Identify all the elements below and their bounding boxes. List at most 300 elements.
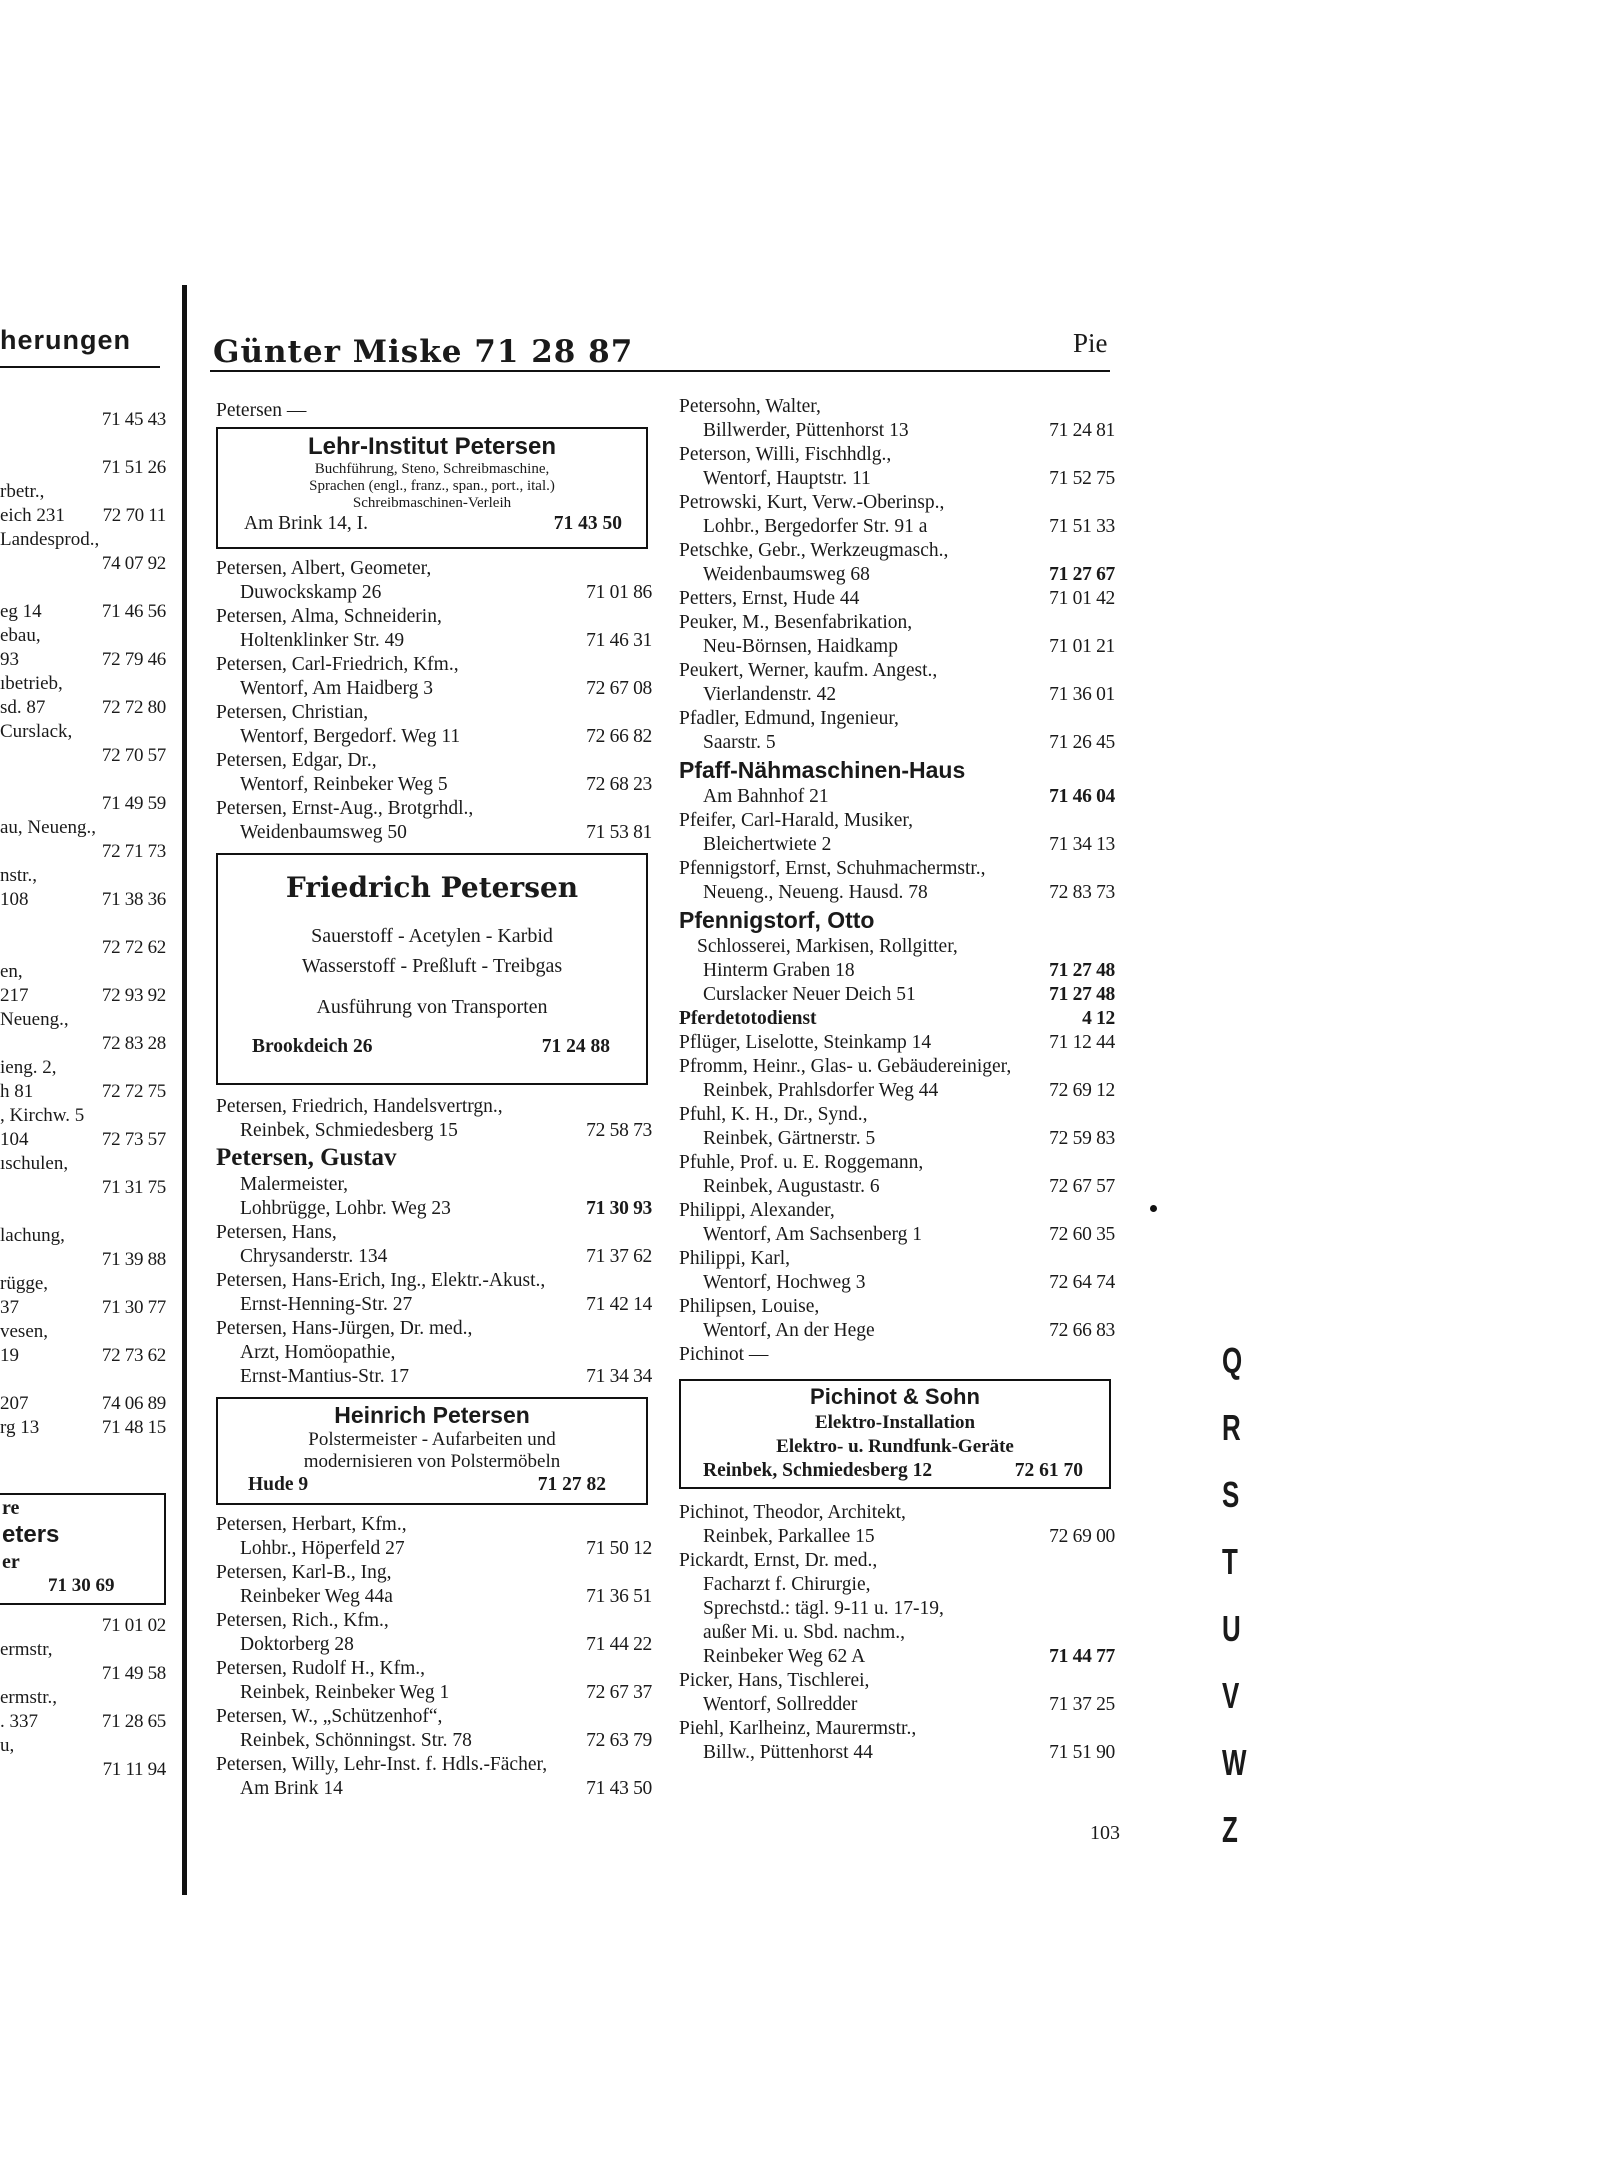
entry-line <box>679 563 1115 587</box>
entry-line <box>679 587 1115 611</box>
entry-phone: 71 01 02 <box>101 1615 166 1636</box>
entry-phone: 71 45 43 <box>101 409 166 430</box>
entry-line <box>0 456 166 480</box>
entry-line <box>679 1525 1115 1549</box>
entry-pfennigstorf-otto <box>679 905 1115 1007</box>
entry-text: Lohbr., Höperfeld 27 <box>240 1538 405 1559</box>
entry-line <box>679 1501 1115 1525</box>
entry-phone: 71 37 62 <box>586 1246 652 1267</box>
register-tab-r[interactable]: R <box>1222 1407 1241 1448</box>
entry-line <box>216 1753 652 1777</box>
ad-line: Schreibmaschinen-Verleih <box>352 495 512 511</box>
entry-phone: 72 83 73 <box>1049 882 1115 903</box>
entry-phone: 71 31 75 <box>101 1177 166 1198</box>
entries-list <box>679 1007 1115 1367</box>
entry-phone: 71 46 56 <box>101 601 166 622</box>
entry-phone: 72 60 35 <box>1049 1224 1115 1245</box>
entry-line <box>0 1128 166 1152</box>
entry-phone: 72 69 12 <box>1049 1080 1115 1101</box>
ad-box-heinrich-petersen <box>216 1397 648 1505</box>
page-number: 103 <box>1090 1822 1120 1844</box>
entry-text: Pflüger, Liselotte, Steinkamp 14 <box>679 1032 932 1053</box>
entry-line <box>216 1245 652 1269</box>
entry-line: Curslacker Neuer Deich 51 <box>703 984 916 1005</box>
entry-phone: 72 67 37 <box>586 1682 652 1703</box>
entry-phone: 71 27 48 <box>1049 984 1115 1005</box>
entry-line <box>679 419 1115 443</box>
entry-phone: 72 72 62 <box>101 937 166 958</box>
entry-phone: 72 70 57 <box>101 745 166 766</box>
entry-text: ieng. 2, <box>0 1057 57 1078</box>
page-fold-line <box>182 285 187 1895</box>
entry-spacer <box>0 768 166 792</box>
entry-phone: 72 71 73 <box>101 841 166 862</box>
entry-text: Petersen, Karl-B., Ing, <box>216 1562 392 1583</box>
ad-title: Heinrich Petersen <box>334 1402 530 1428</box>
entry-line: Am Bahnhof 21 <box>703 786 829 807</box>
entry-line <box>0 1344 166 1368</box>
entry-phone: 71 36 01 <box>1049 684 1115 705</box>
register-tab-z[interactable]: Z <box>1222 1809 1238 1850</box>
entry-phone: 71 11 94 <box>102 1759 166 1780</box>
entry-line <box>0 936 166 960</box>
entry-text: rbetr., <box>0 481 45 502</box>
register-tab-q[interactable]: Q <box>1222 1340 1243 1381</box>
entry-text: Ernst-Henning-Str. 27 <box>240 1294 413 1315</box>
entry-text: Picker, Hans, Tischlerei, <box>679 1670 870 1691</box>
left-fragment-column-2 <box>0 1614 166 1782</box>
entry-text: ıschulen, <box>0 1153 69 1174</box>
entry-line <box>216 773 652 797</box>
entry-text: Wentorf, Hochweg 3 <box>703 1272 866 1293</box>
entry-line <box>679 881 1115 905</box>
entry-line: Lohbrügge, Lohbr. Weg 23 <box>240 1198 451 1219</box>
entry-text: Piehl, Karlheinz, Maurermstr., <box>679 1718 917 1739</box>
entry-text: Pfennigstorf, Ernst, Schuhmachermstr., <box>679 858 986 879</box>
entry-text: . 337 <box>0 1711 38 1732</box>
entry-text: Doktorberg 28 <box>240 1634 354 1655</box>
left-box-line-2: eters <box>2 1521 60 1548</box>
entry-text: Bleichertwiete 2 <box>703 834 832 855</box>
entry-text: en, <box>0 961 23 982</box>
ad-line: Sprachen (engl., franz., span., port., ital.) <box>309 478 555 494</box>
ad-address-row: Brookdeich 26 71 24 88 <box>252 1036 610 1057</box>
entry-line <box>679 707 1115 731</box>
entry-text: Petschke, Gebr., Werkzeugmasch., <box>679 540 949 561</box>
entry-phone: 72 63 79 <box>586 1730 652 1751</box>
entry-text: Curslack, <box>0 721 73 742</box>
entry-line <box>0 720 166 744</box>
entry-line <box>0 1104 166 1128</box>
entry-line <box>0 600 166 624</box>
entry-text: Reinbeker Weg 44a <box>240 1586 393 1607</box>
entry-line <box>216 701 652 725</box>
header-rule-main <box>210 370 1110 372</box>
register-tab-s[interactable]: S <box>1222 1474 1240 1515</box>
entry-spacer <box>0 576 166 600</box>
entry-line <box>679 443 1115 467</box>
entry-phone: 71 51 26 <box>101 457 166 478</box>
entry-phone: 71 53 81 <box>586 822 652 843</box>
entries-list <box>216 1221 652 1389</box>
entry-line <box>0 408 166 432</box>
entry-phone: 71 44 77 <box>1049 1646 1115 1667</box>
entry-line <box>0 960 166 984</box>
entry-line <box>216 1365 652 1389</box>
entry-line <box>0 1176 166 1200</box>
entry-line <box>679 467 1115 491</box>
entry-line <box>0 1152 166 1176</box>
entry-line <box>216 1705 652 1729</box>
entry-line <box>0 624 166 648</box>
entry-line <box>0 696 166 720</box>
entry-phone: 72 73 62 <box>101 1345 166 1366</box>
entry-text: lachung, <box>0 1225 65 1246</box>
entry-text: Pferdetotodienst <box>679 1008 817 1029</box>
entry-line <box>0 648 166 672</box>
entry-text: Wentorf, Am Sachsenberg 1 <box>703 1224 923 1245</box>
entry-text: nstr., <box>0 865 37 886</box>
entry-phone: 72 70 11 <box>102 505 166 526</box>
entry-text: 104 <box>0 1129 29 1150</box>
entry-phone: 74 07 92 <box>101 553 166 574</box>
margin-dot <box>1150 1205 1157 1212</box>
entry-text: Neueng., Neueng. Hausd. 78 <box>703 882 928 903</box>
entry-spacer <box>0 912 166 936</box>
entry-line <box>0 1272 166 1296</box>
entry-line <box>216 629 652 653</box>
entry-phone: 71 24 81 <box>1049 420 1115 441</box>
left-fragment-column <box>0 408 166 1440</box>
entry-spacer <box>0 1200 166 1224</box>
entry-text: h 81 <box>0 1081 34 1102</box>
entry-text: Pichinot — <box>679 1344 769 1365</box>
entry-phone: 71 43 50 <box>586 1778 652 1799</box>
entry-text: ıbetrieb, <box>0 673 63 694</box>
entry-text: Pfeifer, Carl-Harald, Musiker, <box>679 810 913 831</box>
right-column <box>679 395 1115 1765</box>
entry-text: Wentorf, An der Hege <box>703 1320 875 1341</box>
entry-text: Petersen, W., „Schützenhof“, <box>216 1706 443 1727</box>
entry-text: Am Brink 14 <box>240 1778 343 1799</box>
entry-line <box>679 611 1115 635</box>
entry-line <box>679 809 1115 833</box>
entry-text: Chrysanderstr. 134 <box>240 1246 388 1267</box>
entry-line <box>679 659 1115 683</box>
entry-text: Petersen, Ernst-Aug., Brotgrhdl., <box>216 798 474 819</box>
entry-line <box>679 1103 1115 1127</box>
register-tab-t[interactable]: T <box>1222 1541 1238 1582</box>
register-tab-u[interactable]: U <box>1222 1608 1241 1649</box>
ad-line: Buchführung, Steno, Schreibmaschine, <box>314 461 550 477</box>
entry-line <box>679 1247 1115 1271</box>
entry-spacer <box>0 432 166 456</box>
entry-phone: 71 42 14 <box>586 1294 652 1315</box>
entry-line <box>216 1777 652 1801</box>
ad-address-row: Am Brink 14, I. 71 43 50 <box>244 513 622 534</box>
entry-line <box>0 1734 166 1758</box>
ad-line: Ausführung von Transporten <box>316 996 548 1018</box>
entry-line <box>216 797 652 821</box>
entry-line <box>216 1221 652 1245</box>
entry-text: Sprechstd.: tägl. 9-11 u. 17-19, <box>703 1598 944 1619</box>
entry-spacer <box>0 1368 166 1392</box>
entry-line <box>0 1008 166 1032</box>
entry-phone: 4 12 <box>1082 1008 1115 1029</box>
entry-line <box>679 1741 1115 1765</box>
entry-line <box>679 1343 1115 1367</box>
entry-phone: 71 52 75 <box>1049 468 1115 489</box>
entry-line <box>216 1269 652 1293</box>
entry-text: ebau, <box>0 625 41 646</box>
entry-phone: 71 27 67 <box>1049 564 1115 585</box>
entry-text: Pfadler, Edmund, Ingenieur, <box>679 708 899 729</box>
entry-line <box>216 1633 652 1657</box>
entry-line <box>216 1341 652 1365</box>
entry-name-bold: Pfaff-Nähmaschinen-Haus <box>679 757 966 783</box>
entry-phone: 71 30 77 <box>101 1297 166 1318</box>
ad-line: Sauerstoff - Acetylen - Karbid <box>311 925 553 947</box>
entry-line <box>216 557 652 581</box>
entry-text: Petersen, Alma, Schneiderin, <box>216 606 442 627</box>
ad-box-pichinot-sohn <box>679 1379 1111 1489</box>
entry-line <box>679 491 1115 515</box>
entry-line <box>679 1079 1115 1103</box>
entry-text: Petersohn, Walter, <box>679 396 821 417</box>
entry-phone: 72 93 92 <box>101 985 166 1006</box>
entry-line <box>0 504 166 528</box>
entry-text: Billwerder, Püttenhorst 13 <box>703 420 909 441</box>
entry-line <box>216 1609 652 1633</box>
ad-line: Polstermeister - Aufarbeiten und <box>308 1429 556 1450</box>
ad-line: modernisieren von Polstermöbeln <box>303 1451 561 1472</box>
entry-text: Petersen, Edgar, Dr., <box>216 750 377 771</box>
entry-text: Petters, Ernst, Hude 44 <box>679 588 860 609</box>
entry-line <box>0 864 166 888</box>
entry-phone: 71 44 22 <box>586 1634 652 1655</box>
entry-line <box>679 1621 1115 1645</box>
left-box-line-1: re <box>2 1497 20 1519</box>
entry-text: , Kirchw. 5 <box>0 1105 85 1126</box>
ad-title: Lehr-Institut Petersen <box>307 433 557 460</box>
entry-text: Reinbek, Schmiedesberg 15 <box>240 1120 458 1141</box>
entries-list <box>679 809 1115 905</box>
entry-phone: 72 66 82 <box>586 726 652 747</box>
entry-line <box>679 833 1115 857</box>
header-advertisement: Günter Miske 71 28 87 <box>213 334 634 370</box>
middle-column <box>216 399 652 1801</box>
entry-text: Petrowski, Kurt, Verw.-Oberinsp., <box>679 492 945 513</box>
entry-line <box>679 1693 1115 1717</box>
entry-phone: 72 67 57 <box>1049 1176 1115 1197</box>
entry-line <box>216 749 652 773</box>
entries-list <box>679 395 1115 755</box>
entry-phone: 71 30 93 <box>586 1198 652 1219</box>
entry-phone: 72 79 46 <box>101 649 166 670</box>
entry-text: Holtenklinker Str. 49 <box>240 630 405 651</box>
entry-text: Pfuhle, Prof. u. E. Roggemann, <box>679 1152 924 1173</box>
entry-line <box>0 1032 166 1056</box>
ad-address-row: Hude 9 71 27 82 <box>248 1474 606 1495</box>
entry-line <box>216 821 652 845</box>
entry-text: Pickardt, Ernst, Dr. med., <box>679 1550 878 1571</box>
entry-line <box>216 1293 652 1317</box>
entry-line <box>0 816 166 840</box>
entry-name-bold: Petersen, Gustav <box>216 1144 397 1171</box>
entry-text: Wentorf, Am Haidberg 3 <box>240 678 434 699</box>
ad-line: Elektro-Installation <box>814 1412 976 1433</box>
entry-line <box>0 528 166 552</box>
register-tab-w[interactable]: W <box>1222 1742 1247 1783</box>
entry-text: Weidenbaumsweg 50 <box>240 822 407 843</box>
entry-phone: 71 37 25 <box>1049 1694 1115 1715</box>
entry-text: Reinbek, Reinbeker Weg 1 <box>240 1682 450 1703</box>
entry-line <box>0 1320 166 1344</box>
entry-text: u, <box>0 1735 15 1756</box>
entry-text: Duwockskamp 26 <box>240 582 382 603</box>
entry-line <box>216 1317 652 1341</box>
entry-phone: 72 69 00 <box>1049 1526 1115 1547</box>
entry-line <box>679 1055 1115 1079</box>
entry-text: Lohbr., Bergedorfer Str. 91 a <box>703 516 928 537</box>
entry-line <box>216 1513 652 1537</box>
entry-phone: 72 72 80 <box>101 697 166 718</box>
entry-line <box>0 1296 166 1320</box>
entry-line <box>0 840 166 864</box>
entry-line <box>679 1549 1115 1573</box>
entry-line <box>679 515 1115 539</box>
entry-text: Petersen, Willy, Lehr-Inst. f. Hdls.-Fächer, <box>216 1754 548 1775</box>
entry-phone: 72 73 57 <box>101 1129 166 1150</box>
entry-petersen-gustav <box>216 1143 652 1221</box>
entry-line <box>0 1758 166 1782</box>
entry-phone: 71 28 65 <box>101 1711 166 1732</box>
entry-line <box>216 1585 652 1609</box>
left-fragment-box <box>0 1493 166 1605</box>
entry-phone: 71 26 45 <box>1049 732 1115 753</box>
entry-line <box>0 1662 166 1686</box>
entry-text: Petersen, Friedrich, Handelsvertrgn., <box>216 1096 503 1117</box>
entry-phone: 71 01 42 <box>1049 588 1115 609</box>
ad-address-row: Reinbek, Schmiedesberg 12 72 61 70 <box>703 1460 1083 1481</box>
entry-text: rügge, <box>0 1273 49 1294</box>
entry-text: Reinbeker Weg 62 A <box>703 1646 866 1667</box>
entry-line <box>679 1669 1115 1693</box>
entries-list <box>216 1095 652 1143</box>
entry-text: Petersen, Hans-Jürgen, Dr. med., <box>216 1318 473 1339</box>
entry-line <box>679 1127 1115 1151</box>
entry-line <box>679 1295 1115 1319</box>
entry-phone: 72 66 83 <box>1049 1320 1115 1341</box>
entry-text: 217 <box>0 985 29 1006</box>
entry-text: Wentorf, Reinbeker Weg 5 <box>240 774 448 795</box>
entry-text: vesen, <box>0 1321 49 1342</box>
entry-line <box>216 725 652 749</box>
entry-line: Schlosserei, Markisen, Rollgitter, <box>697 936 958 957</box>
ad-line: Elektro- u. Rundfunk-Geräte <box>776 1436 1014 1457</box>
ad-line: Wasserstoff - Preßluft - Treibgas <box>301 955 563 977</box>
entry-phone: 71 50 12 <box>586 1538 652 1559</box>
entry-line <box>679 1199 1115 1223</box>
entry-text: 93 <box>0 649 19 670</box>
entry-line <box>679 1717 1115 1741</box>
entry-line <box>0 1392 166 1416</box>
entry-text: Ernst-Mantius-Str. 17 <box>240 1366 409 1387</box>
entry-text: Neu-Börnsen, Haidkamp <box>703 636 898 657</box>
entry-text: Wentorf, Hauptstr. 11 <box>703 468 871 489</box>
entry-phone: 71 34 34 <box>586 1366 652 1387</box>
entry-text: Wentorf, Bergedorf. Weg 11 <box>240 726 461 747</box>
left-box-phone: 71 30 69 <box>48 1575 115 1596</box>
entry-line <box>679 683 1115 707</box>
entry-text: 37 <box>0 1297 19 1318</box>
section-intro: Petersen — <box>216 400 307 421</box>
entry-phone: 72 72 75 <box>101 1081 166 1102</box>
entry-phone: 71 49 59 <box>101 793 166 814</box>
entry-line <box>679 1223 1115 1247</box>
entry-line <box>679 1573 1115 1597</box>
entry-line: Malermeister, <box>240 1174 349 1195</box>
entry-line <box>216 1657 652 1681</box>
entry-text: 207 <box>0 1393 29 1414</box>
entry-line <box>216 1119 652 1143</box>
entries-list <box>216 1513 652 1801</box>
entry-text: Pfromm, Heinr., Glas- u. Gebäudereiniger, <box>679 1056 1012 1077</box>
entry-phone: 71 46 31 <box>586 630 652 651</box>
entry-line <box>216 653 652 677</box>
entry-line <box>679 1175 1115 1199</box>
entry-line <box>0 1248 166 1272</box>
entry-phone: 74 06 89 <box>101 1393 166 1414</box>
entry-text: Neueng., <box>0 1009 69 1030</box>
entry-text: au, Neueng., <box>0 817 97 838</box>
entry-text: Petersen, Hans-Erich, Ing., Elektr.-Akust., <box>216 1270 546 1291</box>
entry-text: Petersen, Christian, <box>216 702 369 723</box>
entry-line <box>0 1080 166 1104</box>
entry-text: Pichinot, Theodor, Architekt, <box>679 1502 906 1523</box>
entry-text: eg 14 <box>0 601 42 622</box>
entry-line <box>0 1686 166 1710</box>
register-tab-v[interactable]: V <box>1222 1675 1240 1716</box>
entry-line <box>679 857 1115 881</box>
entry-pfaff <box>679 755 1115 809</box>
entry-text: Reinbek, Gärtnerstr. 5 <box>703 1128 876 1149</box>
entry-text: Petersen, Rich., Kfm., <box>216 1610 389 1631</box>
entry-text: Reinbek, Schönningst. Str. 78 <box>240 1730 472 1751</box>
entry-text: ermstr, <box>0 1639 53 1660</box>
header-rule-left <box>0 366 160 368</box>
entry-name-bold: Pfennigstorf, Otto <box>679 907 875 933</box>
entry-phone: 71 01 21 <box>1049 636 1115 657</box>
entry-phone: 71 39 88 <box>101 1249 166 1270</box>
entry-phone: 71 49 58 <box>101 1663 166 1684</box>
ad-box-lehr-institut <box>216 427 648 549</box>
entry-phone: 71 48 15 <box>101 1417 166 1438</box>
entry-line <box>679 731 1115 755</box>
entry-line <box>679 539 1115 563</box>
entry-line <box>0 1056 166 1080</box>
entry-text: sd. 87 <box>0 697 46 718</box>
entry-text: Reinbek, Augustastr. 6 <box>703 1176 880 1197</box>
entry-text: Vierlandenstr. 42 <box>703 684 837 705</box>
entry-phone: 71 12 44 <box>1049 1032 1115 1053</box>
entry-text: ermstr., <box>0 1687 57 1708</box>
entry-text: Saarstr. 5 <box>703 732 776 753</box>
entry-phone: 72 67 08 <box>586 678 652 699</box>
entry-line <box>216 1729 652 1753</box>
entry-line <box>0 1614 166 1638</box>
entry-phone: 71 01 86 <box>586 582 652 603</box>
